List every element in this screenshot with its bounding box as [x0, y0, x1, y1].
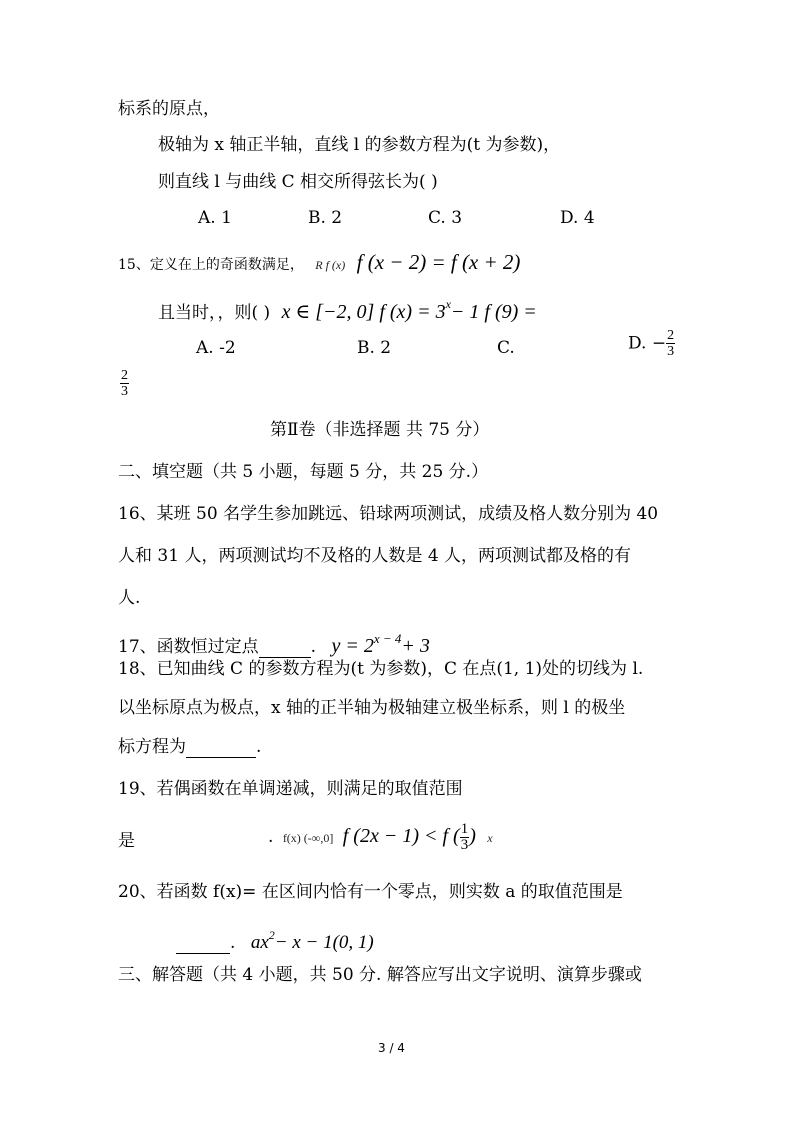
answer-blank — [176, 935, 230, 954]
fraction — [666, 328, 675, 359]
option-b: B. 2 — [308, 208, 343, 228]
question-18-line3 — [118, 736, 261, 758]
question-16-line: 人和 31 人，两项测试均不及格的人数是 4 人，两项测试都及格的有 — [118, 546, 632, 566]
question-19-math — [268, 822, 493, 853]
answer-blank — [186, 739, 256, 758]
question-19-line: 19、若偶函数在单调递减，则满足的取值范围 — [118, 779, 463, 799]
condition-text: 且当时，，则( ) — [158, 303, 271, 323]
part-heading: 三、解答题（共 4 小题，共 50 分. 解答应写出文字说明、演算步骤或 — [118, 965, 642, 985]
fraction — [120, 368, 129, 399]
math-function: ax — [250, 932, 269, 953]
fraction-denominator: 3 — [667, 344, 675, 359]
question-17 — [118, 628, 430, 658]
option-a: A. 1 — [198, 208, 232, 228]
question-18-text: 标方程为 — [118, 737, 186, 757]
page-number: 3 / 4 — [378, 1041, 405, 1055]
math-inline: f(x) (-∞,0] — [282, 831, 334, 845]
question-18-dot: . — [256, 737, 262, 757]
section-title: 第Ⅱ卷（非选择题 共 75 分） — [270, 420, 490, 440]
question-20-line2 — [176, 924, 374, 954]
option-d: D. 4 — [560, 208, 595, 228]
math-equation: f (x − 2) = f (x + 2) — [356, 250, 521, 274]
question-15-text: 15、定义在上的奇函数满足， — [118, 257, 304, 273]
math-exponent: x − 4 — [373, 631, 402, 646]
option-a: A. -2 — [196, 338, 236, 358]
math-variable: x — [487, 831, 493, 845]
question-17-text: 17、函数恒过定点 — [118, 637, 259, 657]
math-exponent: 2 — [268, 928, 275, 942]
math-function: y = 2 — [331, 635, 374, 657]
part-heading: 二、填空题（共 5 小题，每题 5 分，共 25 分.） — [118, 462, 489, 482]
fraction-denominator: 3 — [121, 384, 128, 399]
question-19-answer-label: 是 — [118, 831, 135, 851]
option-d — [628, 328, 675, 359]
text-line: 则直线 l 与曲线 C 相交所得弦长为( ) — [158, 172, 438, 192]
text-line: 标系的原点， — [118, 99, 220, 119]
fraction-numerator: 2 — [121, 368, 128, 383]
stray-fraction — [120, 368, 129, 399]
question-16-line: 16、某班 50 名学生参加跳远、铅球两项测试，成绩及格人数分别为 40 — [118, 504, 659, 524]
question-18-line: 以坐标原点为极点，x 轴的正半轴为极轴建立极坐标系，则 l 的极坐 — [118, 698, 626, 718]
option-c: C. — [497, 338, 515, 358]
question-18-line: 18、已知曲线 C 的参数方程为(t 为参数)，C 在点(1, 1)处的切线为 l. — [118, 659, 644, 679]
option-c: C. 3 — [428, 208, 463, 228]
question-20-line: 20、若函数 f(x)= 在区间内恰有一个零点，则实数 a 的取值范围是 — [118, 882, 623, 902]
math-function-tail: − x − 1(0, 1) — [274, 932, 374, 953]
fraction — [460, 822, 470, 853]
math-inequality: f (2x − 1) < f ( — [342, 825, 460, 847]
question-16-line: 人. — [118, 588, 141, 608]
math-function-tail: + 3 — [401, 635, 430, 657]
option-d-label: D. − — [628, 333, 667, 354]
question-15-stem — [118, 251, 520, 276]
question-20-dot: . — [230, 933, 236, 953]
text-line: 极轴为 x 轴正半轴，直线 l 的参数方程为(t 为参数)， — [158, 135, 561, 155]
math-condition-tail: − 1 f (9) = — [450, 301, 537, 323]
answer-blank — [259, 639, 311, 658]
fraction-numerator: 2 — [667, 328, 675, 343]
math-close-paren: ) — [469, 825, 476, 847]
math-exponent: x — [445, 297, 451, 311]
math-inline: R f (x) — [315, 258, 346, 272]
option-b: B. 2 — [357, 338, 392, 358]
question-15-condition — [158, 293, 537, 324]
question-17-dot: . — [310, 637, 317, 657]
fraction-denominator: 3 — [460, 837, 469, 853]
fraction-numerator: 1 — [460, 821, 469, 837]
math-dot: . — [268, 827, 274, 847]
math-condition: x ∈ [−2, 0] f (x) = 3 — [281, 301, 446, 323]
